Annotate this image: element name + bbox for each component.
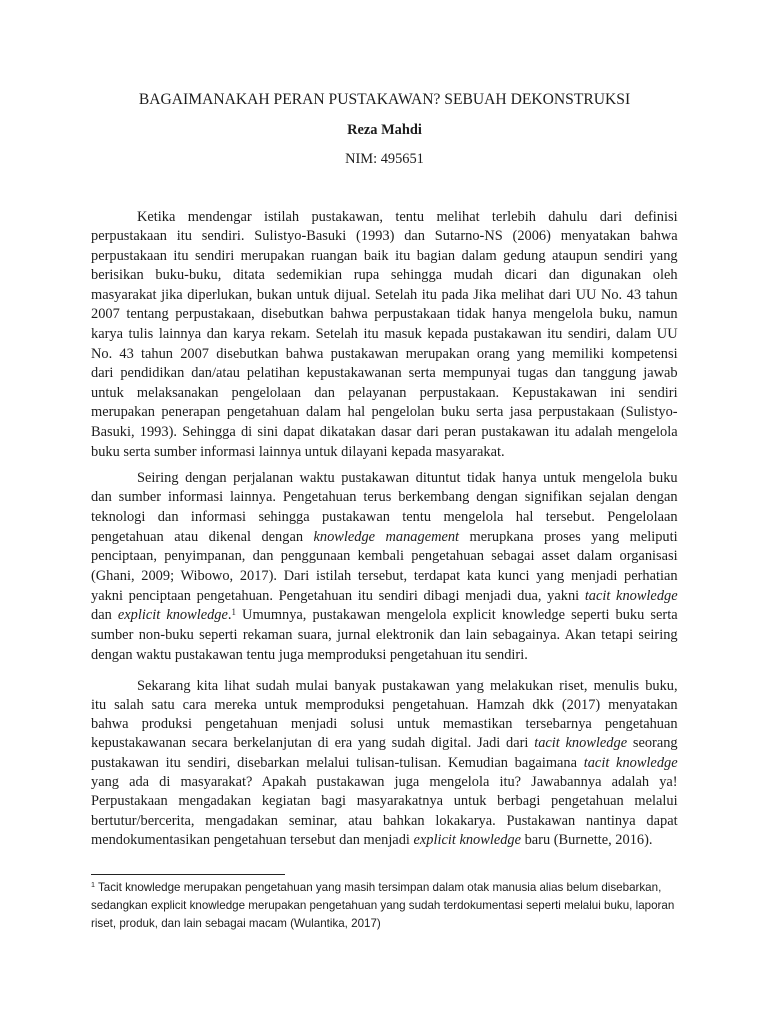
text-line: [91, 469, 678, 489]
text-run: merupkana proses yang meliputi: [459, 528, 678, 545]
text-line: [91, 567, 678, 587]
line-text: [91, 385, 678, 401]
italic-term: tacit knowledge: [534, 735, 628, 752]
text-line: [91, 606, 678, 626]
text-run: berisikan buku-buku, ditata sedemikian rupa sehingga mudah dicari dan digunakan oleh: [91, 267, 678, 284]
text-line: [91, 508, 678, 528]
line-text: [137, 209, 678, 225]
text-run: pustakawan itu sendiri, disebarkan melalui tulisan-tulisan. Kemudian bagaimana: [91, 754, 584, 771]
text-run: bahwa produksi pengetahuan menjadi solusi untuk memastikan tersebarnya pengetahuan: [91, 716, 678, 733]
footnote-separator: [91, 874, 285, 875]
text-line: [91, 734, 678, 753]
text-run: Seiring dengan perjalanan waktu pustakawan dituntut tidak hanya untuk mengelola buku: [137, 469, 678, 486]
italic-term: explicit knowledge: [413, 831, 521, 848]
footnote-text: sedangkan explicit knowledge merupakan pengetahuan yang sudah terdokumentasi seperti melalui buku, laporan: [91, 898, 675, 912]
line-text: [91, 755, 678, 771]
line-text: [91, 444, 505, 460]
paragraph: [91, 677, 678, 851]
text-run: perpustakaan itu sendiri. Sulistyo-Basuki (1993) dan Sutarno-NS (2006) menyatakan bahwa: [91, 228, 678, 245]
paragraph: [91, 469, 678, 666]
text-run: Perpustakaan mengadakan kegiatan bagi masyarakatnya untuk berbagi pengetahuan melalui: [91, 793, 678, 810]
text-line: [91, 305, 678, 325]
text-run: buku serta sumber informasi lainnya untuk dilayani kepada masyarakat.: [91, 443, 505, 460]
line-text: [137, 470, 678, 486]
student-id: NIM: 495651: [345, 151, 424, 167]
text-line: [91, 715, 678, 734]
footnote-line: [91, 879, 678, 897]
text-line: [91, 547, 678, 567]
footnote-text: Tacit knowledge merupakan pengetahuan yang masih tersimpan dalam otak manusia alias belum disebarkan,: [98, 880, 662, 894]
line-text: [137, 678, 678, 694]
italic-term: explicit knowledge: [117, 607, 228, 624]
text-line: [91, 403, 678, 423]
text-line: [91, 754, 678, 773]
italic-term: knowledge management: [313, 528, 460, 545]
line-text: [91, 735, 678, 751]
text-run: baru (Burnette, 2016).: [521, 831, 653, 848]
text-line: [91, 696, 678, 715]
italic-term: tacit knowledge: [583, 754, 678, 771]
footnote-text: riset, produk, dan lain sebagai macam (Wulantika, 2017): [91, 916, 381, 930]
line-text: [91, 404, 678, 420]
line-text: [91, 228, 678, 244]
text-run: (Ghani, 2009; Wibowo, 2017). Dari istilah tersebut, terdapat kata kunci yang menjadi perhatian: [91, 567, 678, 584]
line-text: [91, 489, 678, 505]
text-run: karya tulis lainnya dan karya rekam. Setelah itu masuk kepada pustakawan itu sendiri, dalam UU: [91, 326, 678, 343]
text-line: [91, 812, 678, 831]
line-text: [91, 774, 678, 790]
text-line: [91, 325, 678, 345]
text-line: [91, 286, 678, 306]
line-text: [91, 365, 678, 381]
footnote-marker: 1: [91, 879, 95, 889]
line-text: [91, 588, 678, 604]
text-run: sumber non-buku seperti rekaman suara, jurnal elektronik dan lain sebagainya. Akan tetapi seiring: [91, 626, 678, 643]
text-line: [91, 773, 678, 792]
text-run: .: [227, 607, 232, 624]
line-text: [91, 346, 678, 362]
line-text: [91, 548, 678, 564]
text-run: masyarakat jika diperlukan, bukan untuk dijual. Setelah itu pada Jika melihat dari UU No. 43 tahun: [91, 286, 678, 303]
paragraph: [91, 208, 678, 463]
text-line: [91, 266, 678, 286]
text-line: [91, 587, 678, 607]
line-text: [91, 881, 661, 894]
text-line: [91, 646, 678, 666]
text-line: [91, 423, 678, 443]
text-run: mendokumentasikan pengetahuan tersebut dan menjadi: [91, 831, 414, 848]
text-run: yakni penciptaan pengetahuan. Pengetahuan itu sendiri dibagi menjadi dua, yakni: [91, 587, 585, 604]
text-run: dari pendidikan dan/atau pelatihan kepustakawanan serta mempunyai tugas dan tanggung jawab: [91, 365, 678, 382]
text-line: [91, 528, 678, 548]
document-title: BAGAIMANAKAH PERAN PUSTAKAWAN? SEBUAH DEKONSTRUKSI: [138, 91, 631, 108]
text-run: teknologi dan informasi sehingga pustakawan tentu mengelola hal tersebut. Pengelolaan: [91, 508, 678, 525]
line-text: [91, 899, 674, 912]
author-name: Reza Mahdi: [347, 122, 422, 138]
line-text: [91, 248, 678, 264]
text-line: [91, 626, 678, 646]
italic-term: tacit knowledge: [584, 587, 678, 604]
text-line: [91, 384, 678, 404]
text-line: [91, 364, 678, 384]
line-text: [91, 716, 678, 732]
text-run: Basuki, 1993). Sehingga di sini dapat dikatakan dasar dari peran pustakawan itu adalah mengelola: [91, 424, 678, 441]
text-run: pengetahuan atau dikenal dengan: [91, 528, 314, 545]
line-text: [91, 306, 678, 322]
line-text: [91, 424, 678, 440]
line-text: [91, 529, 678, 545]
line-text: [91, 647, 528, 663]
line-text: [91, 832, 652, 848]
footnote-line: [91, 915, 678, 933]
text-line: [91, 247, 678, 267]
text-line: [91, 792, 678, 811]
line-text: [91, 287, 678, 303]
text-run: bertutur/bercerita, mengadakan seminar, atau bahkan lokakarya. Pustakawan nantinya dapat: [91, 812, 678, 829]
text-run: perpustakaan itu sendiri merupakan ruangan baik itu bagian dalam gedung ataupun sendiri yang: [91, 247, 678, 264]
line-text: [91, 697, 678, 713]
text-run: No. 43 tahun 2007 disebutkan bahwa pustakawan merupakan orang yang memiliki kompetensi: [91, 345, 678, 362]
text-run: 2007 tentang perpustakaan, disebutkan bahwa perpustakaan tidak hanya mengelola buku, namun: [91, 306, 678, 323]
text-line: [91, 227, 678, 247]
text-run: merupakan penerapan pengetahuan dalam hal pengelolan buku serta jasa perpustakaan (Sulistyo-: [91, 404, 678, 421]
line-text: [91, 813, 678, 829]
text-run: Sekarang kita lihat sudah mulai banyak pustakawan yang melakukan riset, menulis buku,: [137, 677, 678, 694]
text-line: [91, 831, 678, 850]
text-run: dan: [91, 607, 118, 624]
line-text: [91, 627, 678, 643]
text-run: seorang: [627, 735, 678, 752]
footnote: [91, 879, 678, 933]
line-text: [91, 326, 678, 342]
text-run: yang ada di masyarakat? Apakah pustakawan juga mengelola itu? Jawabannya adalah ya!: [91, 773, 678, 790]
footnote-line: [91, 897, 678, 915]
text-line: [91, 208, 678, 228]
line-text: [91, 267, 678, 283]
text-line: [91, 443, 678, 463]
text-line: [91, 345, 678, 365]
line-text: [91, 509, 678, 525]
text-run: dengan waktu pustakawan tentu juga memproduksi pengetahuan itu sendiri.: [91, 646, 528, 663]
text-run: Ketika mendengar istilah pustakawan, tentu melihat terlebih dahulu dari definisi: [137, 208, 678, 225]
text-run: dan sumber informasi lainnya. Pengetahuan terus berkembang dengan signifikan sejalan dengan: [91, 489, 678, 506]
line-text: [91, 568, 678, 584]
text-line: [91, 677, 678, 696]
text-run: itu salah satu cara mereka untuk memproduksi pengetahuan. Hamzah dkk (2017) menyatakan: [91, 696, 678, 713]
line-text: [91, 607, 678, 623]
line-text: [91, 793, 678, 809]
text-line: [91, 488, 678, 508]
text-run: kepustakawanan secara berkelanjutan di era yang sudah digital. Jadi dari: [91, 735, 535, 752]
text-run: untuk melaksanakan pengelolaan dan pelayanan perpustakaan. Kepustakawan ini sendiri: [91, 384, 678, 401]
line-text: [91, 917, 381, 930]
text-run: Umumnya, pustakawan mengelola explicit knowledge seperti buku serta: [235, 607, 678, 624]
footnote-reference: 1: [231, 606, 236, 617]
text-run: penciptaan, penyimpanan, dan penggunaan kembali pengetahuan sebagai asset dalam organisasi: [91, 548, 678, 565]
